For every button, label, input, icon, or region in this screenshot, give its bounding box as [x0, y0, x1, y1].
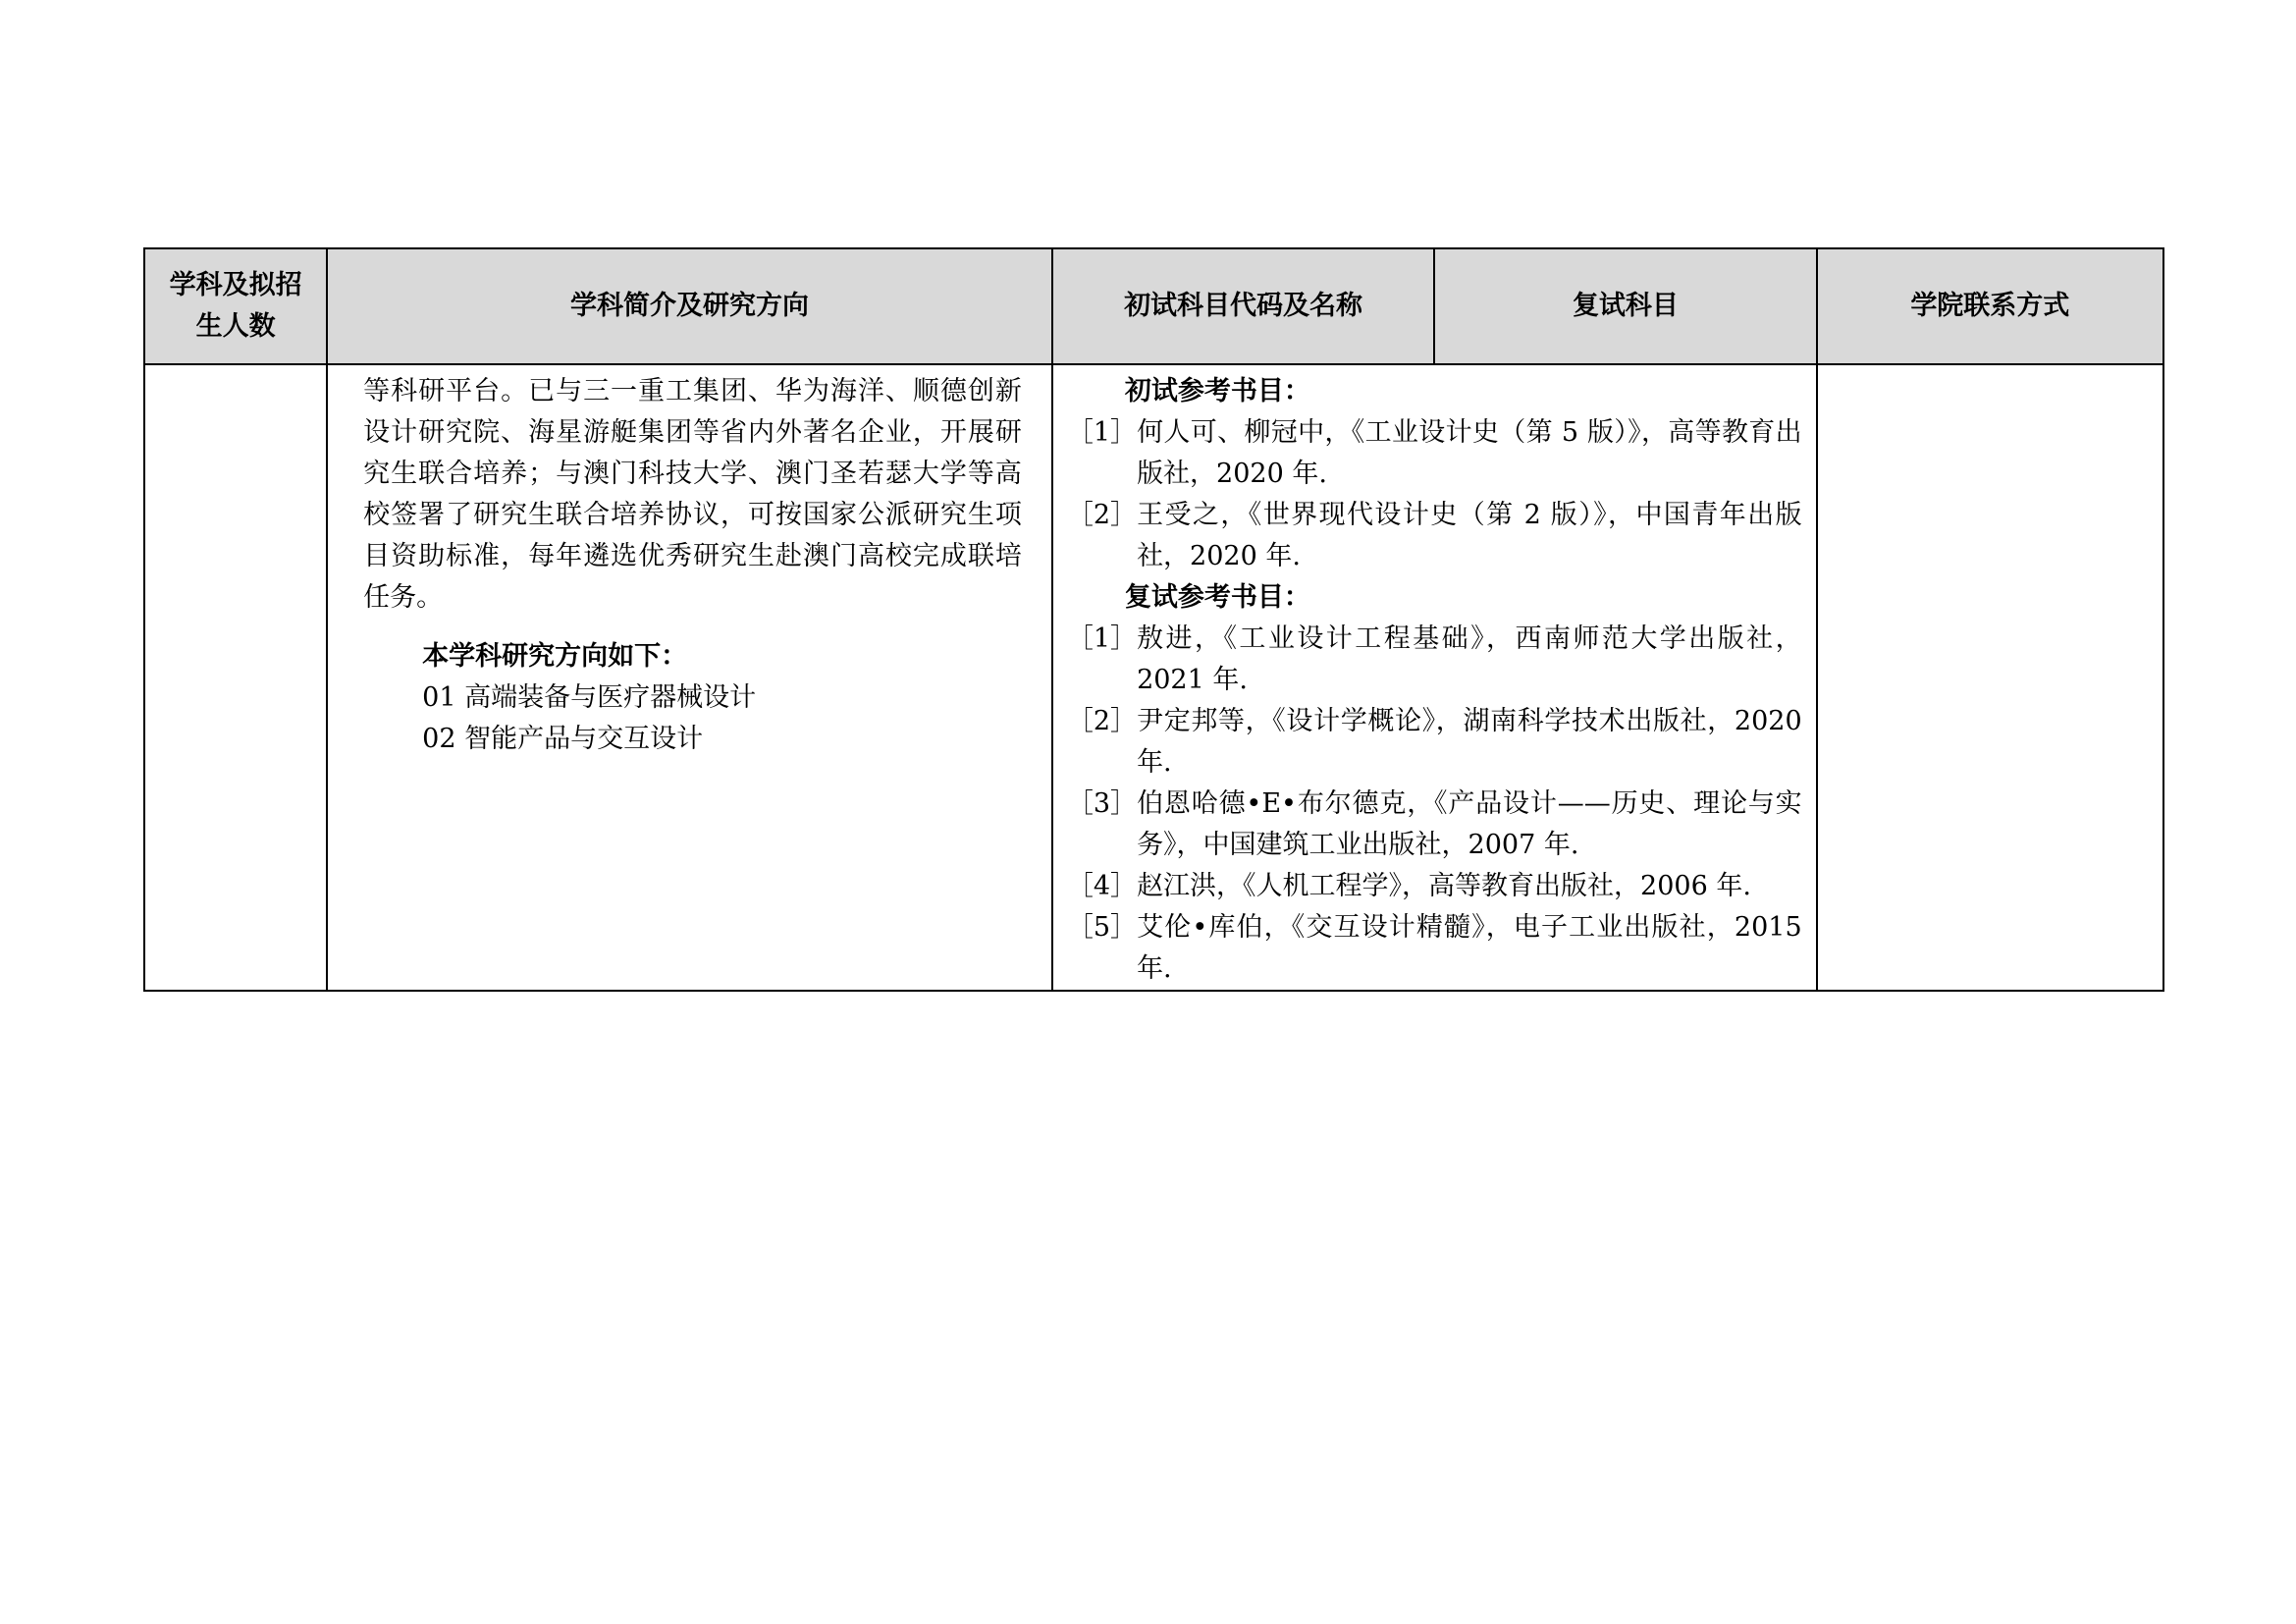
- reference-item: [1067, 907, 1802, 990]
- admissions-table: [143, 247, 2164, 992]
- header-exam2: 复试科目: [1434, 248, 1816, 364]
- header-count: 学科及拟招生人数: [144, 248, 327, 364]
- direction-item: 01 高端装备与医疗器械设计: [422, 682, 757, 713]
- reference-item: [1067, 866, 1802, 907]
- reference-text: 敖进，《工业设计工程基础》，西南师范大学出版社，2021 年.: [1137, 623, 1802, 695]
- reference-text: 王受之，《世界现代设计史（第 2 版）》，中国青年出版社，2020 年.: [1137, 500, 1802, 571]
- header-row: [144, 248, 2163, 364]
- directions-title: 本学科研究方向如下：: [422, 641, 688, 672]
- reference-item: [1067, 412, 1802, 495]
- contact-cell: [1817, 364, 2163, 991]
- header-exam1: 初试科目代码及名称: [1052, 248, 1434, 364]
- header-contact: 学院联系方式: [1817, 248, 2163, 364]
- reference-item: [1067, 784, 1802, 866]
- reference-item: [1067, 701, 1802, 784]
- reference-text: 伯恩哈德•E•布尔德克，《产品设计——历史、理论与实务》，中国建筑工业出版社，2007 年.: [1137, 788, 1802, 860]
- reference-text: 艾伦•库伯，《交互设计精髓》，电子工业出版社，2015 年.: [1137, 912, 1802, 984]
- reference-item: [1067, 619, 1802, 701]
- reference-number: ［3］: [1066, 788, 1138, 819]
- retest-references-title: 复试参考书目：: [1124, 582, 1310, 613]
- body-row: [144, 364, 2163, 991]
- reference-number: ［2］: [1066, 500, 1138, 530]
- intro-cell: [327, 364, 1052, 991]
- count-cell: [144, 364, 327, 991]
- reference-number: ［5］: [1066, 912, 1138, 943]
- reference-text: 尹定邦等，《设计学概论》，湖南科学技术出版社，2020 年.: [1137, 706, 1802, 778]
- reference-text: 何人可、柳冠中，《工业设计史（第 5 版）》，高等教育出版社，2020 年.: [1137, 417, 1802, 489]
- reference-number: ［2］: [1066, 706, 1138, 736]
- header-intro: 学科简介及研究方向: [327, 248, 1052, 364]
- reference-number: ［1］: [1066, 417, 1138, 448]
- reference-text: 赵江洪，《人机工程学》，高等教育出版社，2006 年.: [1137, 871, 1751, 901]
- references-cell: [1052, 364, 1817, 991]
- direction-item: 02 智能产品与交互设计: [422, 724, 704, 754]
- reference-item: [1067, 495, 1802, 577]
- reference-number: ［1］: [1066, 623, 1138, 654]
- intro-paragraph: 等科研平台。已与三一重工集团、华为海洋、顺德创新设计研究院、海星游艇集团等省内外著名企业，开展研究生联合培养；与澳门科技大学、澳门圣若瑟大学等高校签署了研究生联合培养协议，可按国家公派研究生项目资助标准，每年遴选优秀研究生赴澳门高校完成联培任务。: [363, 376, 1022, 613]
- reference-number: ［4］: [1066, 871, 1138, 901]
- initial-references-title: 初试参考书目：: [1124, 376, 1310, 406]
